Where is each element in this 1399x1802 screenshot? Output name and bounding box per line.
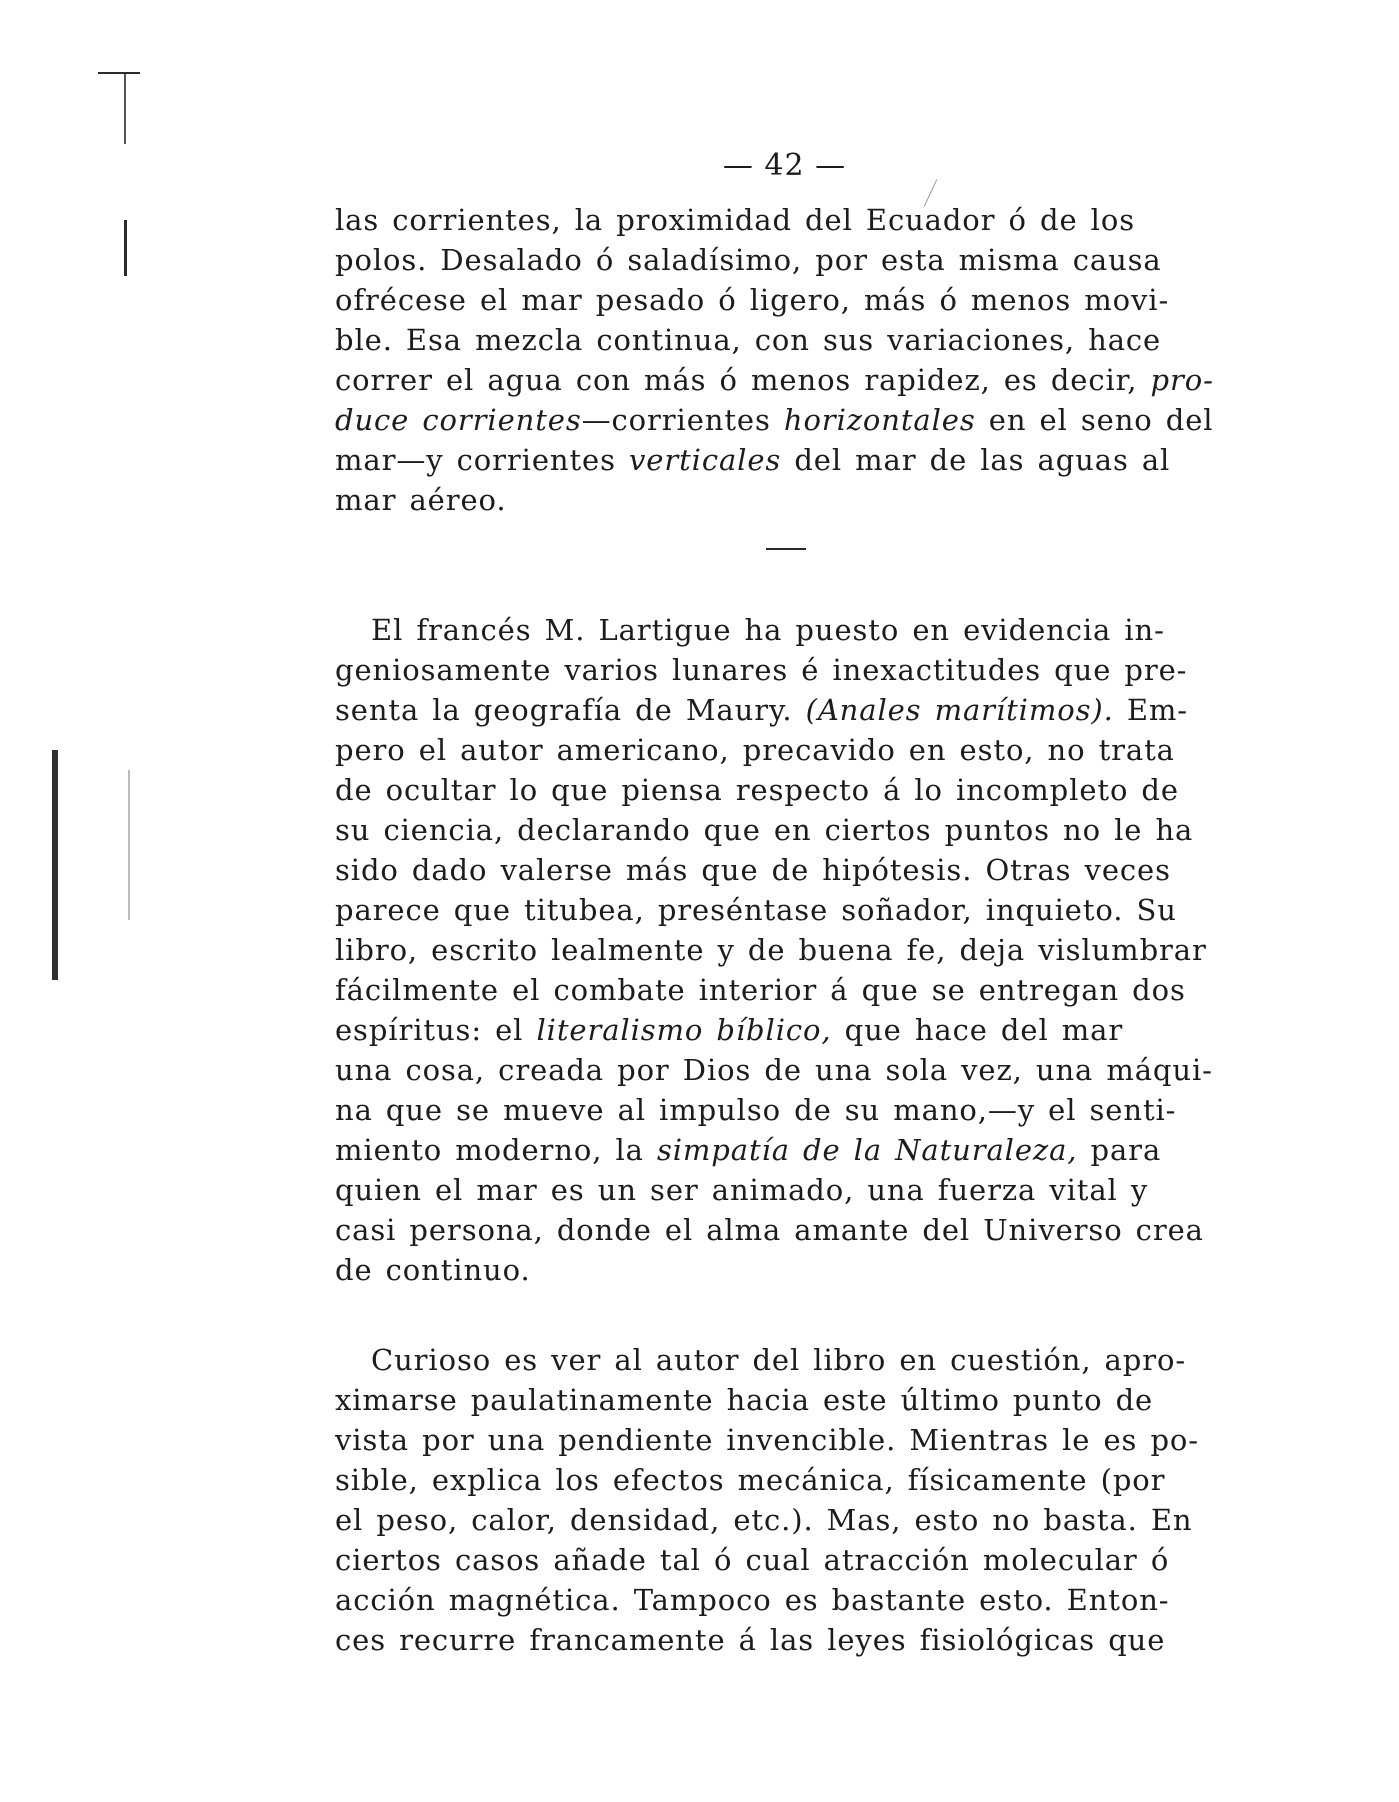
text-line: polos. Desalado ó saladísimo, por esta misma causa	[335, 243, 1162, 277]
section-divider	[766, 548, 806, 550]
text-line: El francés M. Lartigue ha puesto en evidencia in-	[371, 613, 1165, 647]
text-line: sible, explica los efectos mecánica, físicamente (por	[335, 1463, 1166, 1497]
text-line	[335, 400, 1240, 440]
scan-mark-top-horizontal	[98, 72, 140, 74]
text-span: miento moderno, la	[335, 1133, 657, 1167]
text-span: que hace del mar	[831, 1013, 1124, 1047]
scan-dotted-mark	[128, 770, 130, 920]
text-span: en el seno del	[975, 403, 1214, 437]
text-span: senta la geografía de Maury.	[335, 693, 806, 727]
text-line: el peso, calor, densidad, etc.). Mas, esto no basta. En	[335, 1503, 1193, 1537]
text-line: casi persona, donde el alma amante del Universo crea	[335, 1213, 1204, 1247]
page-number	[0, 148, 1399, 183]
scan-mark-top-vertical	[124, 74, 126, 144]
text-line: una cosa, creada por Dios de una sola vez, una máqui-	[335, 1053, 1213, 1087]
text-line: libro, escrito lealmente y de buena fe, deja vislumbrar	[335, 933, 1207, 967]
text-line	[335, 360, 1240, 400]
text-line: acción magnética. Tampoco es bastante esto. Enton-	[335, 1583, 1170, 1617]
text-line: su ciencia, declarando que en ciertos puntos no le ha	[335, 813, 1194, 847]
text-line: ofrécese el mar pesado ó ligero, más ó menos movi-	[335, 283, 1170, 317]
italic-text: duce corrientes	[335, 403, 582, 437]
text-line: de ocultar lo que piensa respecto á lo incompleto de	[335, 773, 1179, 807]
text-line	[335, 690, 1240, 730]
italic-text: horizontales	[783, 403, 976, 437]
paragraph-continuation	[335, 200, 1240, 520]
text-span: —corrientes	[581, 403, 784, 437]
text-line: ximarse paulatinamente hacia este último punto de	[335, 1383, 1154, 1417]
paragraph-lartigue	[335, 610, 1240, 1290]
text-line: sido dado valerse más que de hipótesis. Otras veces	[335, 853, 1171, 887]
text-line	[335, 1130, 1240, 1170]
text-line: geniosamente varios lunares é inexactitudes que pre-	[335, 653, 1188, 687]
text-line: las corrientes, la proximidad del Ecuador ó de los	[335, 203, 1135, 237]
page-number-text: — 42 —	[722, 148, 847, 183]
text-line: ble. Esa mezcla continua, con sus variaciones, hace	[335, 323, 1162, 357]
text-line: parece que titubea, preséntase soñador, inquieto. Su	[335, 893, 1177, 927]
text-line: quien el mar es un ser animado, una fuerza vital y	[335, 1173, 1149, 1207]
italic-text: literalismo bíblico,	[536, 1013, 832, 1047]
text-line: ciertos casos añade tal ó cual atracción molecular ó	[335, 1543, 1170, 1577]
italic-text: simpatía de la Naturaleza,	[656, 1133, 1078, 1167]
text-line: na que se mueve al impulso de su mano,—y el senti-	[335, 1093, 1177, 1127]
scan-mark-margin	[124, 220, 127, 276]
text-line: mar aéreo.	[335, 483, 507, 517]
binding-edge-mark	[52, 750, 58, 980]
text-line	[335, 1010, 1240, 1050]
text-line: pero el autor americano, precavido en esto, no trata	[335, 733, 1175, 767]
paragraph-curioso	[335, 1340, 1240, 1660]
text-line: fácilmente el combate interior á que se entregan dos	[335, 973, 1186, 1007]
text-span: Em-	[1113, 693, 1189, 727]
text-span: espíritus: el	[335, 1013, 537, 1047]
italic-text: (Anales marítimos).	[805, 693, 1114, 727]
text-line: ces recurre francamente á las leyes fisiológicas que	[335, 1623, 1166, 1657]
text-line: de continuo.	[335, 1253, 531, 1287]
italic-text: verticales	[629, 443, 782, 477]
text-span: del mar de las aguas al	[781, 443, 1171, 477]
italic-text: pro-	[1150, 363, 1214, 397]
text-span: correr el agua con más ó menos rapidez, es decir,	[335, 363, 1138, 397]
text-line: Curioso es ver al autor del libro en cuestión, apro-	[371, 1343, 1187, 1377]
text-span: para	[1077, 1133, 1162, 1167]
text-span: mar—y corrientes	[335, 443, 630, 477]
text-line: vista por una pendiente invencible. Mientras le es po-	[335, 1423, 1199, 1457]
text-line	[335, 440, 1240, 480]
